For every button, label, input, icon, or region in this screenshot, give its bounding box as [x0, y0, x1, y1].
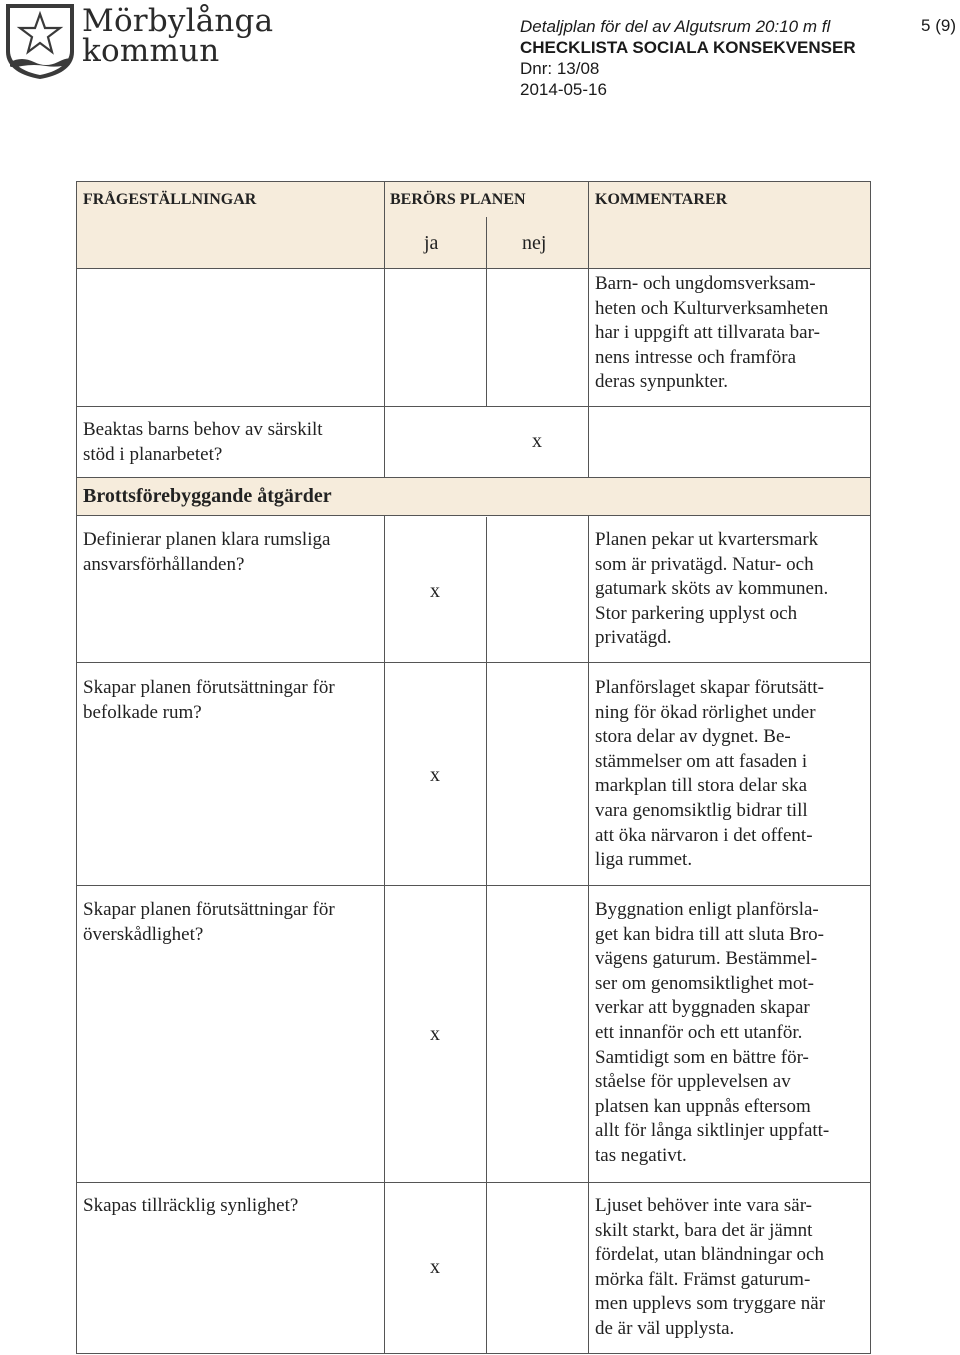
row-line-header	[76, 268, 871, 269]
row-6-comment: Ljuset behöver inte vara sär- skilt starkt, bara det är jämnt fördelat, utan bländningar och mörka fält. Främst gaturum- men upplevs som tryggare när de är väl upplysta.	[595, 1195, 826, 1339]
row-5-mark-yes: x	[430, 1023, 440, 1045]
row-5-comment: Byggnation enligt planförsla- get kan bidra till att sluta Bro- vägens gaturum. Bestämmel- ser om genomsiktlighet mot- verkar att byggnaden skapar ett innanför och ett utanför. Samtidigt som en bättre för- ståelse för upplevelsen av platsen kan uppnås eftersom allt för långa siktlinjer uppfatt- tas negativt.	[595, 899, 830, 1166]
kommun-logo-icon	[2, 2, 78, 80]
row-0-comment: Barn- och ungdomsverksam- heten och Kulturverksamheten har i uppgift att tillvarata bar- nens intresse och framföra deras synpunkter.	[595, 273, 829, 393]
doc-subtitle: CHECKLISTA SOCIALA KONSEKVENSER	[520, 38, 856, 57]
row-1-mark-no: x	[532, 430, 542, 452]
row-6-question: Skapas tillräcklig synlighet?	[83, 1195, 299, 1216]
col-divider-q2	[384, 515, 385, 1354]
yn-divider-2	[486, 517, 487, 1354]
col-header-affects: BERÖRS PLANEN	[390, 191, 526, 208]
row-4-question: Skapar planen förutsättningar för befolkade rum?	[83, 677, 335, 723]
row-line-3	[76, 515, 871, 516]
row-4-comment: Planförslaget skapar förutsätt- ning för ökad rörlighet under stora delar av dygnet. Be- stämmelser om att fasaden i markplan till stora delar ska vara genomsiktlig bidrar till att öka närvaron i det offent- liga rummet.	[595, 677, 824, 871]
row-5-question: Skapar planen förutsättningar för överskådlighet?	[83, 899, 335, 945]
row-line-5	[76, 885, 871, 886]
row-line-6	[76, 1182, 871, 1183]
row-3-comment: Planen pekar ut kvartersmark som är privatägd. Natur- och gatumark sköts av kommunen. Stor parkering upplyst och privatägd.	[595, 529, 829, 649]
col-header-questions: FRÅGESTÄLLNINGAR	[83, 191, 257, 208]
doc-title: Detaljplan för del av Algutsrum 20:10 m fl	[520, 17, 831, 36]
row-line-4	[76, 662, 871, 663]
row-1-question: Beaktas barns behov av särskilt stöd i planarbetet?	[83, 419, 323, 465]
brand-line2: kommun	[82, 33, 220, 69]
yn-divider-1	[486, 217, 487, 407]
row-3-mark-yes: x	[430, 580, 440, 602]
row-4-mark-yes: x	[430, 764, 440, 786]
doc-dnr: Dnr: 13/08	[520, 59, 600, 78]
row-6-mark-yes: x	[430, 1256, 440, 1278]
col-header-yes: ja	[424, 232, 439, 254]
row-line-1	[76, 406, 871, 407]
col-divider-c2	[588, 515, 589, 1354]
row-line-2	[76, 477, 871, 478]
brand-name	[82, 3, 274, 69]
col-header-no: nej	[522, 232, 547, 254]
doc-date: 2014-05-16	[520, 80, 607, 99]
page-number: 5 (9)	[921, 16, 956, 35]
section-title: Brottsförebyggande åtgärder	[83, 485, 332, 507]
col-header-comments: KOMMENTARER	[595, 191, 728, 208]
document-header	[520, 16, 856, 100]
brand-line1: Mörbylånga	[82, 3, 274, 39]
col-divider-q	[384, 181, 385, 477]
col-divider-c	[588, 181, 589, 477]
row-3-question: Definierar planen klara rumsliga ansvarsförhållanden?	[83, 529, 331, 575]
